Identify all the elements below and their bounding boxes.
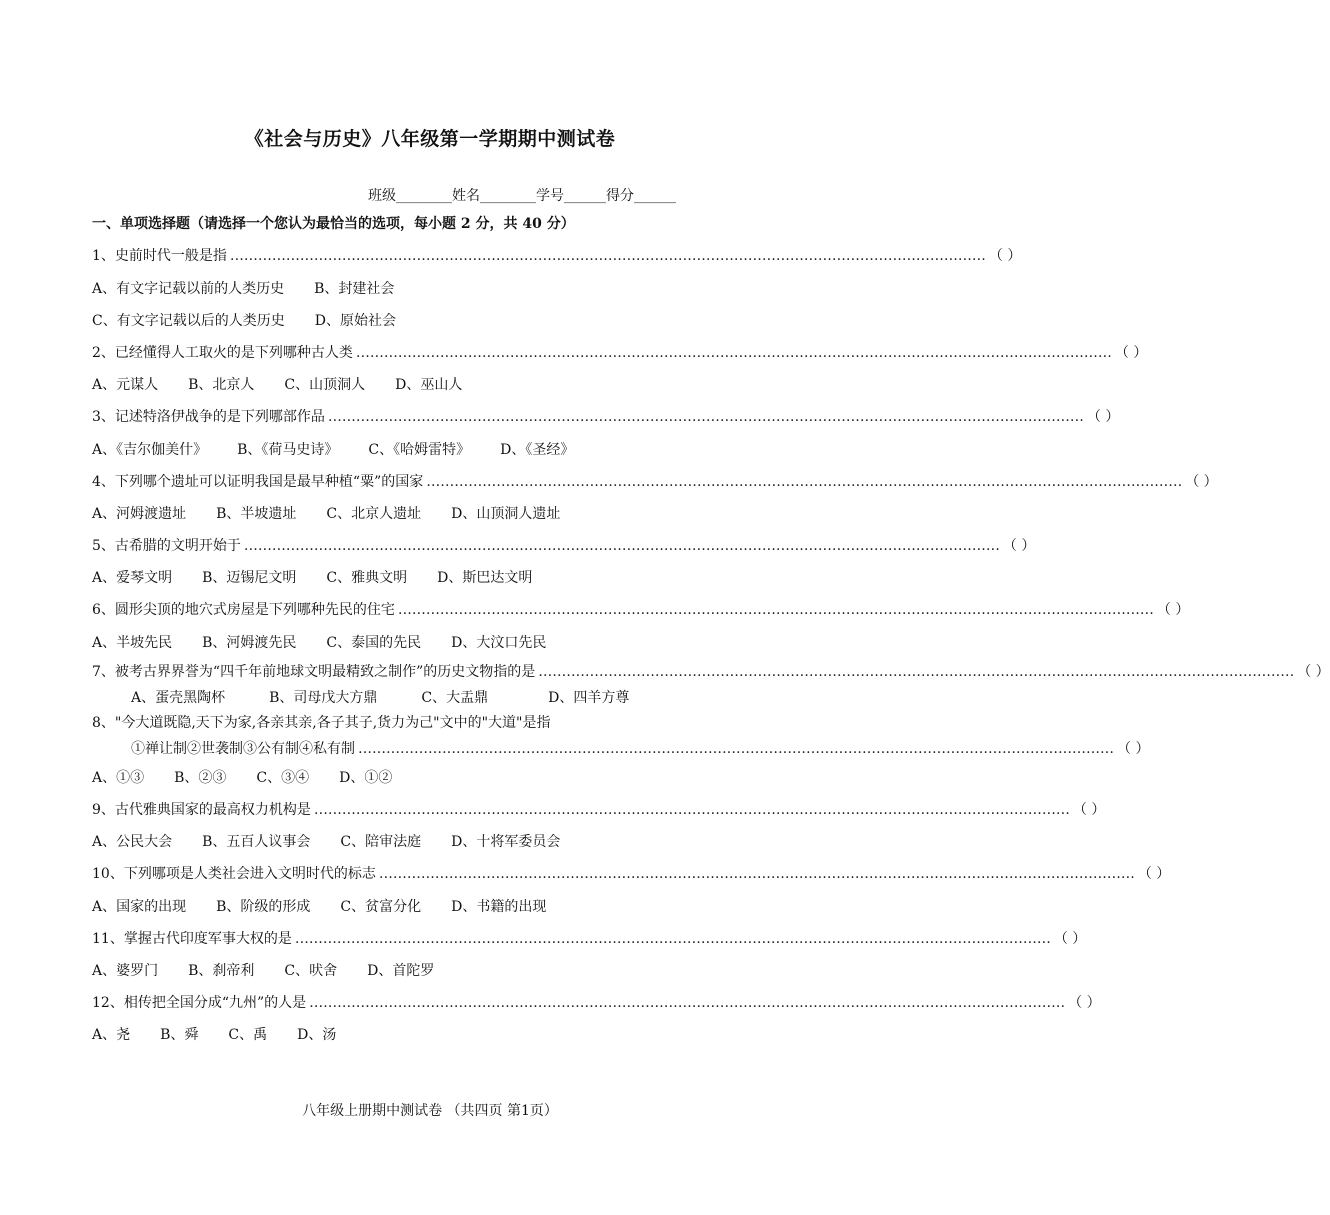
option: A、①③ [92,770,145,786]
answer-bracket: （ ） [1185,474,1218,490]
option: A、有文字记载以前的人类历史 [92,281,285,297]
option: D、大汶口先民 [451,635,547,651]
leader-dots: ……………………………………………………………………………………………………………………………………………… [294,931,1051,947]
question-9-options [92,831,590,851]
question-7 [92,661,1330,681]
question-1-options-row-1 [92,278,424,298]
question-5-options [92,567,562,587]
option: C、雅典文明 [326,570,408,586]
option: A、婆罗门 [92,963,159,979]
question-12 [92,992,1101,1012]
option: D、《圣经》 [500,442,575,458]
option: D、山顶洞人遗址 [451,506,561,522]
question-6 [92,599,1190,619]
question-11-options [92,960,464,980]
question-10 [92,863,1171,883]
option: D、汤 [297,1027,337,1043]
option: C、陪审法庭 [340,834,422,850]
option: D、书籍的出现 [451,899,547,915]
option: D、十将军委员会 [451,834,561,850]
question-5 [92,535,1036,555]
answer-bracket: （ ） [1117,741,1150,757]
question-text: 12、相传把全国分成“九州”的人是 [92,995,307,1011]
section-heading: 一、单项选择题（请选择一个您认为最恰当的选项，每小题 2 分，共 40 分） [92,216,575,232]
option: B、迈锡尼文明 [202,570,297,586]
option: A、蛋壳黑陶杯 [131,690,226,706]
exam-title: 《社会与历史》八年级第一学期期中测试卷 [244,128,616,150]
answer-bracket: （ ） [1002,538,1036,554]
option: D、原始社会 [314,313,396,329]
answer-bracket: （ ） [1156,602,1190,618]
option: D、①② [339,770,393,786]
answer-bracket: （ ） [1068,995,1101,1011]
question-3-options [92,439,604,459]
leader-dots: ……………………………………………………………………………………………………………………………………………… [358,741,1114,757]
leader-dots: ……………………………………………………………………………………………………………………………………………… [538,664,1295,680]
option: B、刹帝利 [188,963,255,979]
question-2 [92,342,1148,362]
option: D、四羊方尊 [548,690,630,706]
option: A、半坡先民 [92,635,173,651]
option: B、舜 [160,1027,199,1043]
question-text: ①禅让制②世袭制③公有制④私有制 [131,741,355,757]
option: B、阶级的形成 [216,899,311,915]
option: C、大盂鼎 [421,690,489,706]
option: C、禹 [228,1027,268,1043]
option: C、北京人遗址 [326,506,422,522]
question-6-options [92,632,576,652]
question-8-options [92,767,422,787]
answer-bracket: （ ） [1137,866,1171,882]
question-3 [92,406,1120,426]
question-text: 1、史前时代一般是指 [92,248,227,264]
leader-dots: ……………………………………………………………………………………………………………………………………………… [229,248,986,264]
leader-dots: ……………………………………………………………………………………………………………………………………………… [355,345,1112,361]
question-9 [92,799,1106,819]
option: C、泰国的先民 [326,635,422,651]
question-12-options [92,1024,366,1044]
leader-dots: ……………………………………………………………………………………………………………………………………………… [378,866,1135,882]
option: B、河姆渡先民 [202,635,297,651]
option: A、尧 [92,1027,131,1043]
option: B、封建社会 [314,281,395,297]
option: A、元谋人 [92,377,159,393]
question-text: 3、记述特洛伊战争的是下列哪部作品 [92,409,325,425]
option: A、河姆渡遗址 [92,506,187,522]
answer-bracket: （ ） [988,248,1022,264]
question-text: 9、古代雅典国家的最高权力机构是 [92,802,311,818]
option: A、《吉尔伽美什》 [92,442,208,458]
question-text: 2、已经懂得人工取火的是下列哪种古人类 [92,345,353,361]
option: A、国家的出现 [92,899,187,915]
question-text: 11、掌握古代印度军事大权的是 [92,931,292,947]
answer-bracket: （ ） [1114,345,1148,361]
answer-bracket: （ ） [1297,664,1330,680]
option: B、《荷马史诗》 [237,442,339,458]
leader-dots: ……………………………………………………………………………………………………………………………………………… [327,409,1084,425]
option: D、斯巴达文明 [437,570,533,586]
answer-bracket: （ ） [1053,931,1087,947]
question-7-options [131,687,659,707]
leader-dots: ……………………………………………………………………………………………………………………………………………… [426,474,1183,490]
student-info-line: 班级________姓名________学号______得分______ [368,188,676,204]
option: C、山顶洞人 [284,377,366,393]
answer-bracket: （ ） [1086,409,1120,425]
question-text: 7、被考古界界誉为“四千年前地球文明最精致之制作”的历史文物指的是 [92,664,536,680]
leader-dots: ……………………………………………………………………………………………………………………………………………… [243,538,1000,554]
question-8-line-2 [131,738,1150,758]
question-text: 5、古希腊的文明开始于 [92,538,241,554]
option: D、首陀罗 [367,963,435,979]
answer-bracket: （ ） [1072,802,1106,818]
question-10-options [92,896,576,916]
option: B、司母戊大方鼎 [269,690,378,706]
question-8-text: 8、"今大道既隐,天下为家,各亲其亲,各子其子,货力为己"文中的"大道"是指 [92,715,551,731]
option: B、北京人 [188,377,255,393]
option: A、公民大会 [92,834,173,850]
option: C、贫富分化 [340,899,422,915]
option: B、五百人议事会 [202,834,311,850]
option: D、巫山人 [395,377,463,393]
option: C、吠舍 [284,963,338,979]
question-text: 10、下列哪项是人类社会进入文明时代的标志 [92,866,376,882]
question-4 [92,471,1218,491]
leader-dots: ……………………………………………………………………………………………………………………………………………… [313,802,1070,818]
option: A、爱琴文明 [92,570,173,586]
option: C、有文字记载以后的人类历史 [92,313,285,329]
leader-dots: ……………………………………………………………………………………………………………………………………………… [397,602,1154,618]
option: B、②③ [174,770,227,786]
option: B、半坡遗址 [216,506,297,522]
question-text: 6、圆形尖顶的地穴式房屋是下列哪种先民的住宅 [92,602,395,618]
question-2-options [92,374,492,394]
question-text: 4、下列哪个遗址可以证明我国是最早种植“粟”的国家 [92,474,424,490]
page-footer: 八年级上册期中测试卷 （共四页 第1页） [302,1103,558,1119]
question-1 [92,245,1022,265]
question-4-options [92,503,590,523]
question-11 [92,928,1087,948]
option: C、③④ [256,770,310,786]
leader-dots: ……………………………………………………………………………………………………………………………………………… [309,995,1066,1011]
question-1-options-row-2 [92,310,426,330]
option: C、《哈姆雷特》 [368,442,471,458]
